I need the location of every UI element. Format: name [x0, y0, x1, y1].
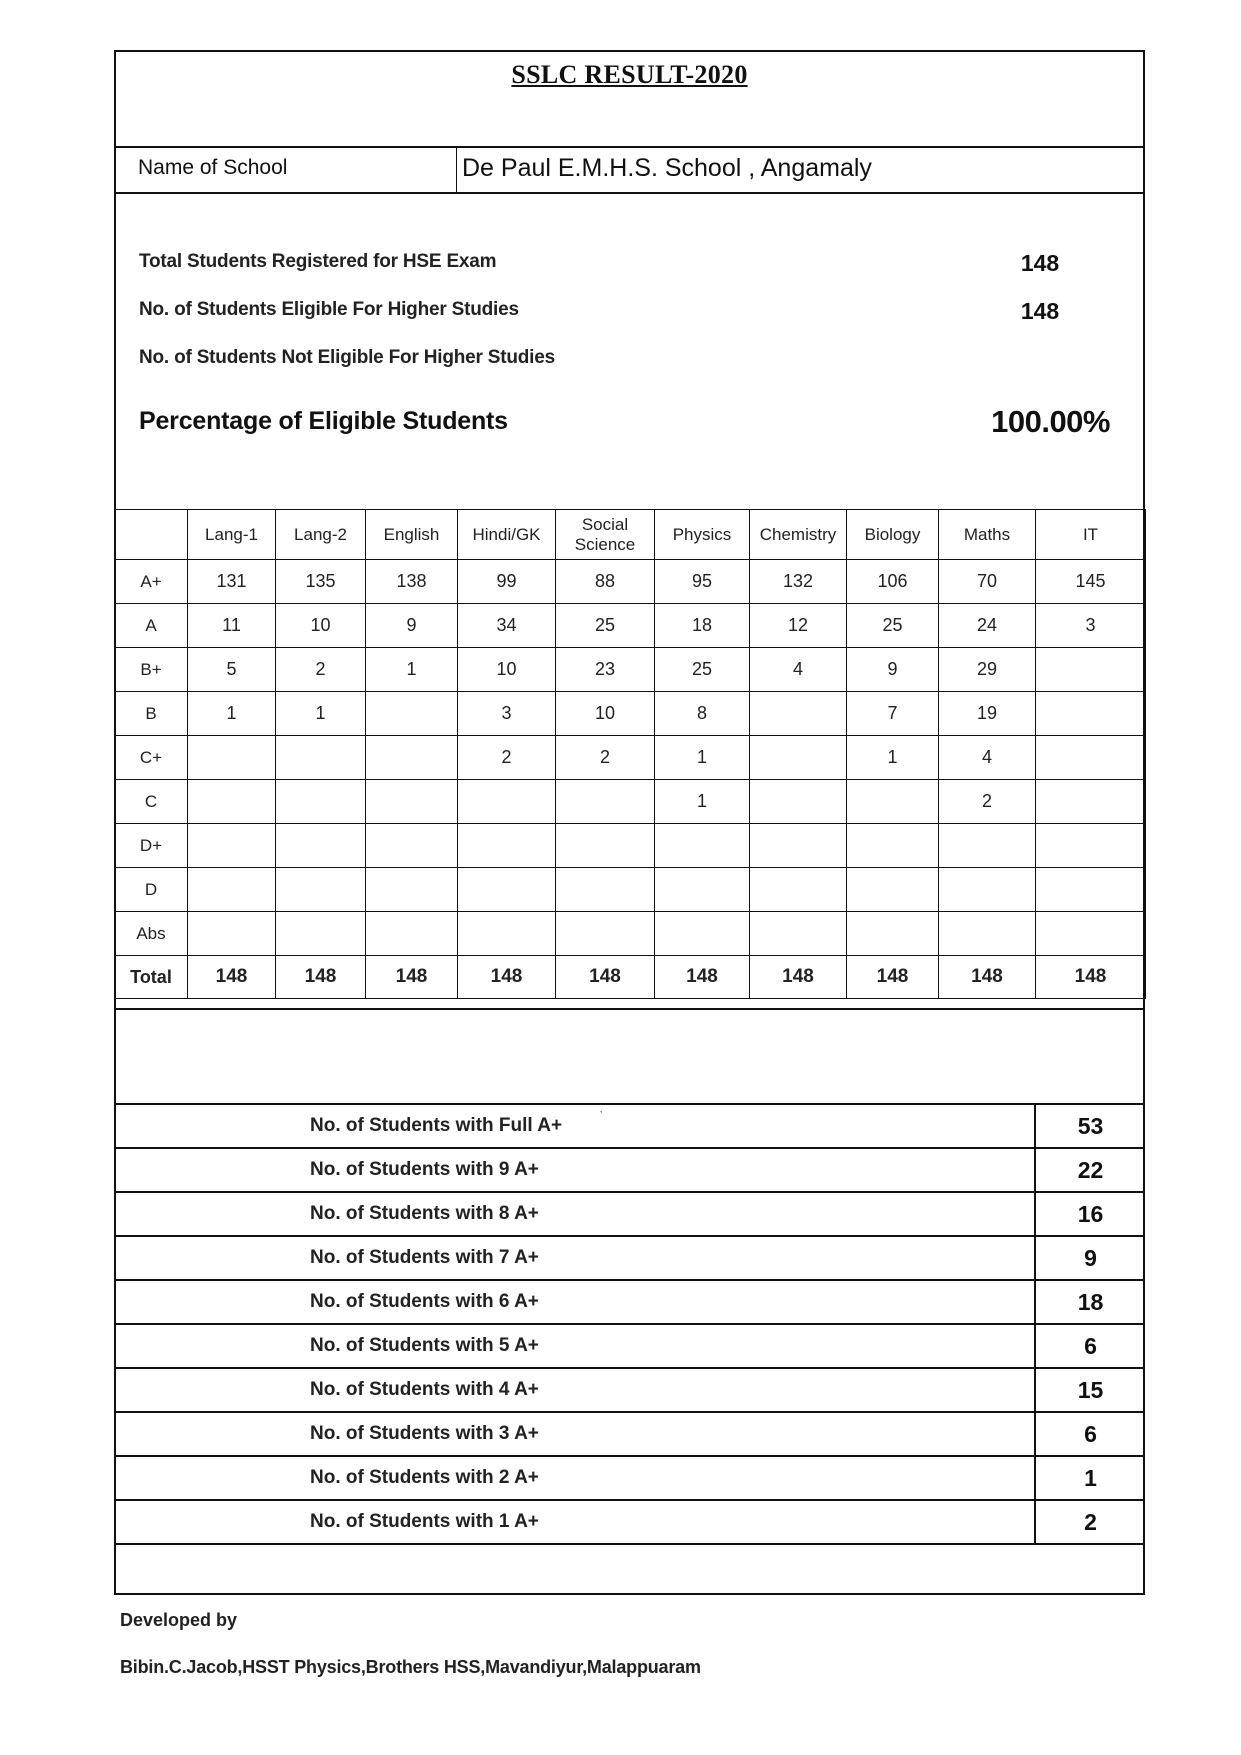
summary-label: No. of Students with 8 A+	[114, 1192, 1035, 1236]
grade-count-cell: 106	[847, 560, 939, 604]
column-header: Biology	[847, 510, 939, 560]
grade-count-cell	[188, 824, 276, 868]
grade-count-cell	[366, 780, 458, 824]
grade-count-cell	[847, 912, 939, 956]
grade-label: Abs	[115, 912, 188, 956]
grade-row	[115, 736, 1146, 780]
summary-value: 22	[1035, 1148, 1145, 1192]
grade-count-cell	[556, 824, 655, 868]
grade-count-cell: 11	[188, 604, 276, 648]
grade-count-cell	[750, 736, 847, 780]
divider	[114, 192, 1145, 194]
grade-label: C	[115, 780, 188, 824]
grade-label: D	[115, 868, 188, 912]
grade-count-cell	[366, 912, 458, 956]
grade-row	[115, 824, 1146, 868]
summary-label: No. of Students with 6 A+	[114, 1280, 1035, 1324]
grade-count-cell: 25	[556, 604, 655, 648]
grade-count-cell	[276, 868, 366, 912]
grade-label: A+	[115, 560, 188, 604]
summary-row	[114, 1192, 1145, 1236]
total-cell: 148	[188, 956, 276, 999]
grade-count-cell	[1036, 868, 1146, 912]
grade-count-cell	[847, 780, 939, 824]
total-cell: 148	[556, 956, 655, 999]
grade-count-cell: 1	[655, 780, 750, 824]
school-name: De Paul E.M.H.S. School , Angamaly	[462, 154, 872, 182]
grade-count-cell	[939, 912, 1036, 956]
summary-label: No. of Students with 3 A+	[114, 1412, 1035, 1456]
grade-count-cell: 10	[276, 604, 366, 648]
summary-value: 53	[1035, 1104, 1145, 1148]
grade-count-cell	[655, 824, 750, 868]
grade-count-cell	[1036, 824, 1146, 868]
total-cell: 148	[276, 956, 366, 999]
summary-row	[114, 1104, 1145, 1148]
grade-count-cell: 23	[556, 648, 655, 692]
grade-count-cell	[276, 780, 366, 824]
grade-count-cell: 131	[188, 560, 276, 604]
summary-row	[114, 1148, 1145, 1192]
grade-count-cell	[1036, 912, 1146, 956]
grade-count-cell	[847, 868, 939, 912]
grade-count-cell: 5	[188, 648, 276, 692]
grade-count-cell: 132	[750, 560, 847, 604]
grade-count-cell: 10	[556, 692, 655, 736]
grade-count-cell: 4	[750, 648, 847, 692]
grade-count-cell	[458, 868, 556, 912]
grade-count-cell: 1	[366, 648, 458, 692]
grade-label: B+	[115, 648, 188, 692]
grade-count-cell: 9	[366, 604, 458, 648]
summary-label: No. of Students with 2 A+	[114, 1456, 1035, 1500]
percentage-value: 100.00%	[991, 404, 1110, 439]
column-header: English	[366, 510, 458, 560]
grade-count-cell: 12	[750, 604, 847, 648]
divider	[114, 146, 1145, 148]
grade-label: A	[115, 604, 188, 648]
grade-count-cell	[750, 912, 847, 956]
summary-label: No. of Students with 5 A+	[114, 1324, 1035, 1368]
grade-label: B	[115, 692, 188, 736]
grade-count-cell: 1	[655, 736, 750, 780]
summary-table	[114, 1103, 1145, 1545]
grade-count-cell	[1036, 736, 1146, 780]
summary-row	[114, 1412, 1145, 1456]
column-header: Social Science	[556, 510, 655, 560]
document-title: SSLC RESULT-2020	[511, 60, 748, 89]
grade-count-cell: 1	[847, 736, 939, 780]
grade-label: D+	[115, 824, 188, 868]
grade-count-cell	[556, 868, 655, 912]
summary-value: 18	[1035, 1280, 1145, 1324]
grade-count-cell: 138	[366, 560, 458, 604]
grade-count-cell	[458, 780, 556, 824]
grade-count-cell	[458, 912, 556, 956]
grade-count-cell	[750, 824, 847, 868]
column-header: Lang-2	[276, 510, 366, 560]
percentage-label: Percentage of Eligible Students	[139, 407, 508, 435]
grade-count-cell	[655, 912, 750, 956]
summary-value: 1	[1035, 1456, 1145, 1500]
eligible-value: 148	[1020, 298, 1060, 324]
grade-count-cell	[939, 868, 1036, 912]
grade-row	[115, 868, 1146, 912]
grade-table	[114, 509, 1146, 999]
grade-count-cell: 4	[939, 736, 1036, 780]
total-row	[115, 956, 1146, 999]
grade-count-cell: 18	[655, 604, 750, 648]
grade-count-cell: 10	[458, 648, 556, 692]
grade-count-cell	[366, 736, 458, 780]
grade-count-cell: 34	[458, 604, 556, 648]
summary-label: No. of Students with 1 A+	[114, 1500, 1035, 1544]
summary-label: No. of Students with 7 A+	[114, 1236, 1035, 1280]
grade-count-cell: 3	[1036, 604, 1146, 648]
column-header: Maths	[939, 510, 1036, 560]
grade-count-cell	[366, 692, 458, 736]
grade-count-cell	[366, 824, 458, 868]
summary-row	[114, 1456, 1145, 1500]
summary-label: No. of Students with Full A+	[114, 1104, 1035, 1148]
summary-row	[114, 1368, 1145, 1412]
summary-value: 6	[1035, 1412, 1145, 1456]
total-cell: 148	[655, 956, 750, 999]
eligible-label: No. of Students Eligible For Higher Studies	[139, 299, 519, 320]
grade-count-cell	[366, 868, 458, 912]
summary-row	[114, 1500, 1145, 1544]
grade-count-cell: 88	[556, 560, 655, 604]
total-cell: 148	[847, 956, 939, 999]
grade-count-cell: 2	[939, 780, 1036, 824]
registered-label: Total Students Registered for HSE Exam	[139, 251, 497, 272]
total-label: Total	[115, 956, 188, 999]
grade-count-cell	[276, 824, 366, 868]
grade-count-cell	[188, 868, 276, 912]
grade-count-cell: 29	[939, 648, 1036, 692]
grade-count-cell	[655, 868, 750, 912]
school-label: Name of School	[138, 156, 288, 179]
grade-count-cell	[188, 736, 276, 780]
column-header: Hindi/GK	[458, 510, 556, 560]
grade-count-cell: 25	[847, 604, 939, 648]
grade-count-cell: 145	[1036, 560, 1146, 604]
grade-count-cell: 3	[458, 692, 556, 736]
grade-table-header	[115, 510, 1146, 560]
grade-count-cell	[556, 780, 655, 824]
footer-developed-by: Developed by	[120, 1610, 238, 1630]
footer-developer: Bibin.C.Jacob,HSST Physics,Brothers HSS,Mavandiyur,Malappuaram	[120, 1657, 701, 1677]
summary-row	[114, 1280, 1145, 1324]
grade-row	[115, 912, 1146, 956]
summary-label: No. of Students with 9 A+	[114, 1148, 1035, 1192]
summary-label: No. of Students with 4 A+	[114, 1368, 1035, 1412]
grade-count-cell: 99	[458, 560, 556, 604]
grade-row	[115, 560, 1146, 604]
summary-row	[114, 1324, 1145, 1368]
grade-count-cell: 95	[655, 560, 750, 604]
total-cell: 148	[458, 956, 556, 999]
summary-value: 15	[1035, 1368, 1145, 1412]
grade-row	[115, 648, 1146, 692]
grade-count-cell: 70	[939, 560, 1036, 604]
not-eligible-label: No. of Students Not Eligible For Higher Studies	[139, 347, 555, 368]
total-cell: 148	[939, 956, 1036, 999]
summary-value: 6	[1035, 1324, 1145, 1368]
divider	[456, 146, 457, 192]
grade-count-cell: 2	[458, 736, 556, 780]
grade-count-cell: 9	[847, 648, 939, 692]
grade-row	[115, 780, 1146, 824]
grade-count-cell	[750, 780, 847, 824]
grade-count-cell: 24	[939, 604, 1036, 648]
total-cell: 148	[750, 956, 847, 999]
grade-count-cell: 1	[188, 692, 276, 736]
grade-count-cell	[188, 780, 276, 824]
total-cell: 148	[366, 956, 458, 999]
grade-count-cell	[1036, 692, 1146, 736]
column-header: IT	[1036, 510, 1146, 560]
grade-count-cell	[750, 692, 847, 736]
summary-value: 9	[1035, 1236, 1145, 1280]
grade-count-cell: 19	[939, 692, 1036, 736]
grade-count-cell	[939, 824, 1036, 868]
grade-count-cell	[188, 912, 276, 956]
grade-count-cell: 135	[276, 560, 366, 604]
column-header: Physics	[655, 510, 750, 560]
grade-count-cell	[556, 912, 655, 956]
grade-row	[115, 604, 1146, 648]
grade-count-cell: 8	[655, 692, 750, 736]
divider	[114, 1008, 1145, 1010]
grade-label: C+	[115, 736, 188, 780]
grade-count-cell: 2	[276, 648, 366, 692]
grade-count-cell	[276, 736, 366, 780]
grade-count-cell	[276, 912, 366, 956]
grade-count-cell: 2	[556, 736, 655, 780]
grade-row	[115, 692, 1146, 736]
summary-row	[114, 1236, 1145, 1280]
grade-count-cell	[1036, 648, 1146, 692]
corner-cell	[115, 510, 188, 560]
grade-count-cell	[1036, 780, 1146, 824]
stray-mark: ’	[600, 1110, 603, 1121]
grade-count-cell: 25	[655, 648, 750, 692]
registered-value: 148	[1020, 250, 1060, 276]
grade-count-cell	[847, 824, 939, 868]
column-header: Chemistry	[750, 510, 847, 560]
total-cell: 148	[1036, 956, 1146, 999]
grade-count-cell	[750, 868, 847, 912]
summary-value: 16	[1035, 1192, 1145, 1236]
grade-count-cell	[458, 824, 556, 868]
grade-count-cell: 7	[847, 692, 939, 736]
summary-value: 2	[1035, 1500, 1145, 1544]
column-header: Lang-1	[188, 510, 276, 560]
grade-count-cell: 1	[276, 692, 366, 736]
